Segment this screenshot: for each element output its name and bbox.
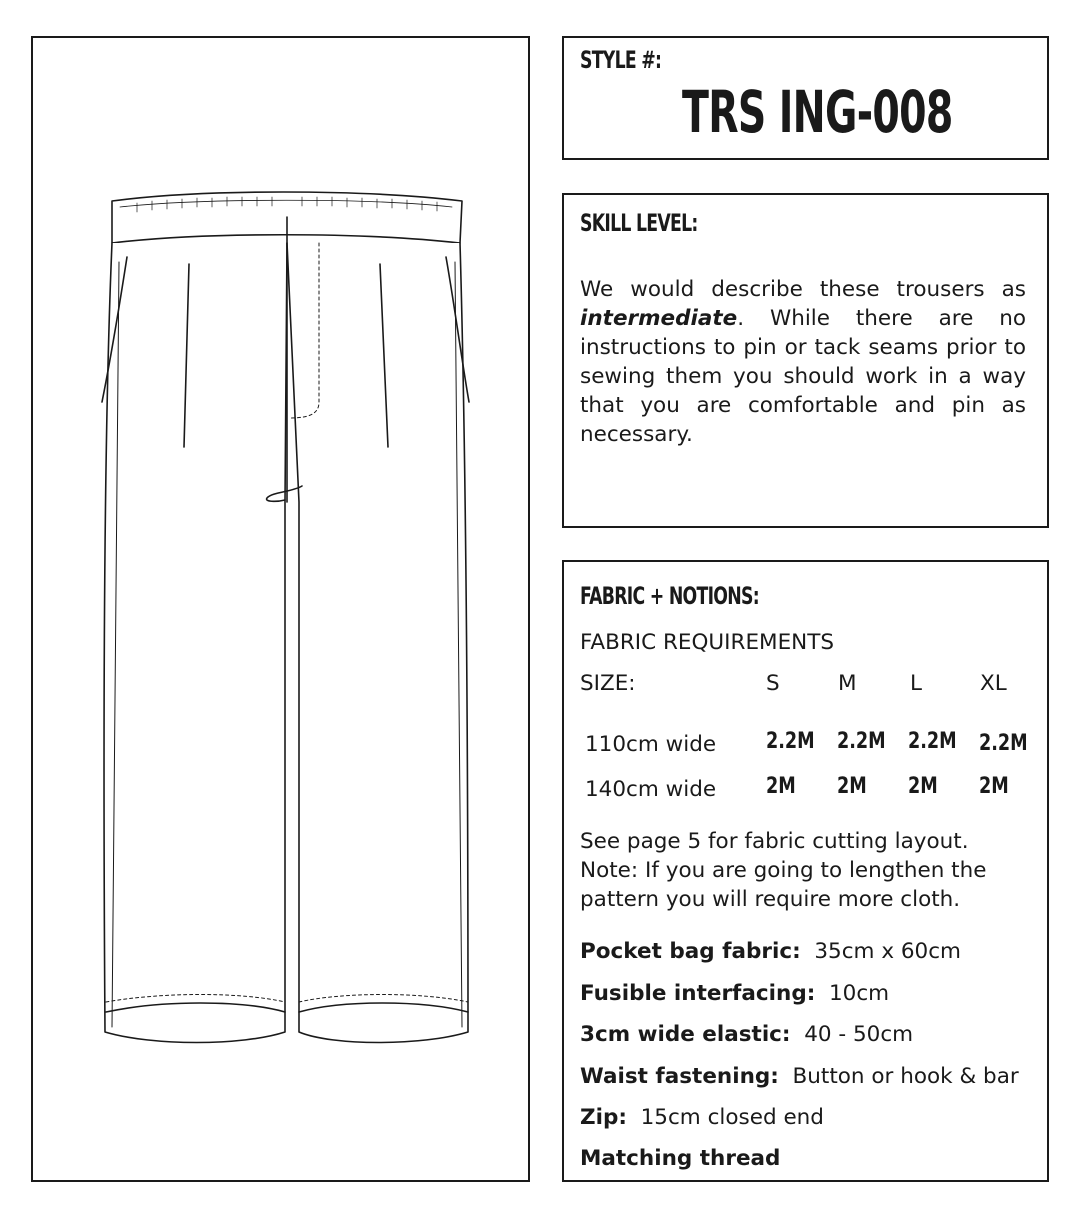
fabric-note-line-2: Note: If you are going to lengthen the xyxy=(580,858,987,883)
skill-text-before: We would describe these trousers as xyxy=(580,277,1026,302)
notion-matching-thread: Matching thread xyxy=(580,1146,781,1171)
row-110-label: 110cm wide xyxy=(585,732,717,757)
size-l: L xyxy=(910,671,922,696)
skill-description xyxy=(580,275,1026,449)
skill-level-value: intermediate xyxy=(580,306,738,331)
row-110-xl: 2.2M xyxy=(979,731,1028,756)
size-m: M xyxy=(838,671,857,696)
skill-level-box xyxy=(562,193,1049,528)
style-number: TRS ING-008 xyxy=(682,78,953,146)
size-xl: XL xyxy=(980,671,1007,696)
style-number-box xyxy=(562,36,1049,160)
row-140-xl: 2M xyxy=(979,774,1009,799)
size-label: SIZE: xyxy=(580,671,636,696)
notion-elastic: 3cm wide elastic: 40 - 50cm xyxy=(580,1022,914,1047)
trousers-flat-sketch xyxy=(33,38,527,1179)
size-s: S xyxy=(766,671,780,696)
illustration-panel xyxy=(31,36,530,1182)
fabric-heading: FABRIC + NOTIONS: xyxy=(580,582,759,610)
skill-text-after: . While there are no instructions to pin or tack seams prior to sewing them you should work in a way that you are comfortable and pin as necessary. xyxy=(580,306,1026,447)
fabric-notions-box xyxy=(562,560,1049,1182)
notion-pocket-bag: Pocket bag fabric: 35cm x 60cm xyxy=(580,939,961,964)
row-140-s: 2M xyxy=(766,774,796,799)
row-110-m: 2.2M xyxy=(837,729,886,754)
notion-fusible-interfacing: Fusible interfacing: 10cm xyxy=(580,981,890,1006)
fabric-requirements-title: FABRIC REQUIREMENTS xyxy=(580,630,835,655)
style-label: STYLE #: xyxy=(580,46,662,74)
fabric-note-line-3: pattern you will require more cloth. xyxy=(580,887,961,912)
skill-heading: SKILL LEVEL: xyxy=(580,209,698,237)
row-140-m: 2M xyxy=(837,774,867,799)
notion-zip: Zip: 15cm closed end xyxy=(580,1105,824,1130)
row-140-label: 140cm wide xyxy=(585,777,717,802)
row-110-s: 2.2M xyxy=(766,729,815,754)
fabric-note-line-1: See page 5 for fabric cutting layout. xyxy=(580,829,969,854)
notion-waist-fastening: Waist fastening: Button or hook & bar xyxy=(580,1064,1019,1089)
row-140-l: 2M xyxy=(908,774,938,799)
row-110-l: 2.2M xyxy=(908,729,957,754)
